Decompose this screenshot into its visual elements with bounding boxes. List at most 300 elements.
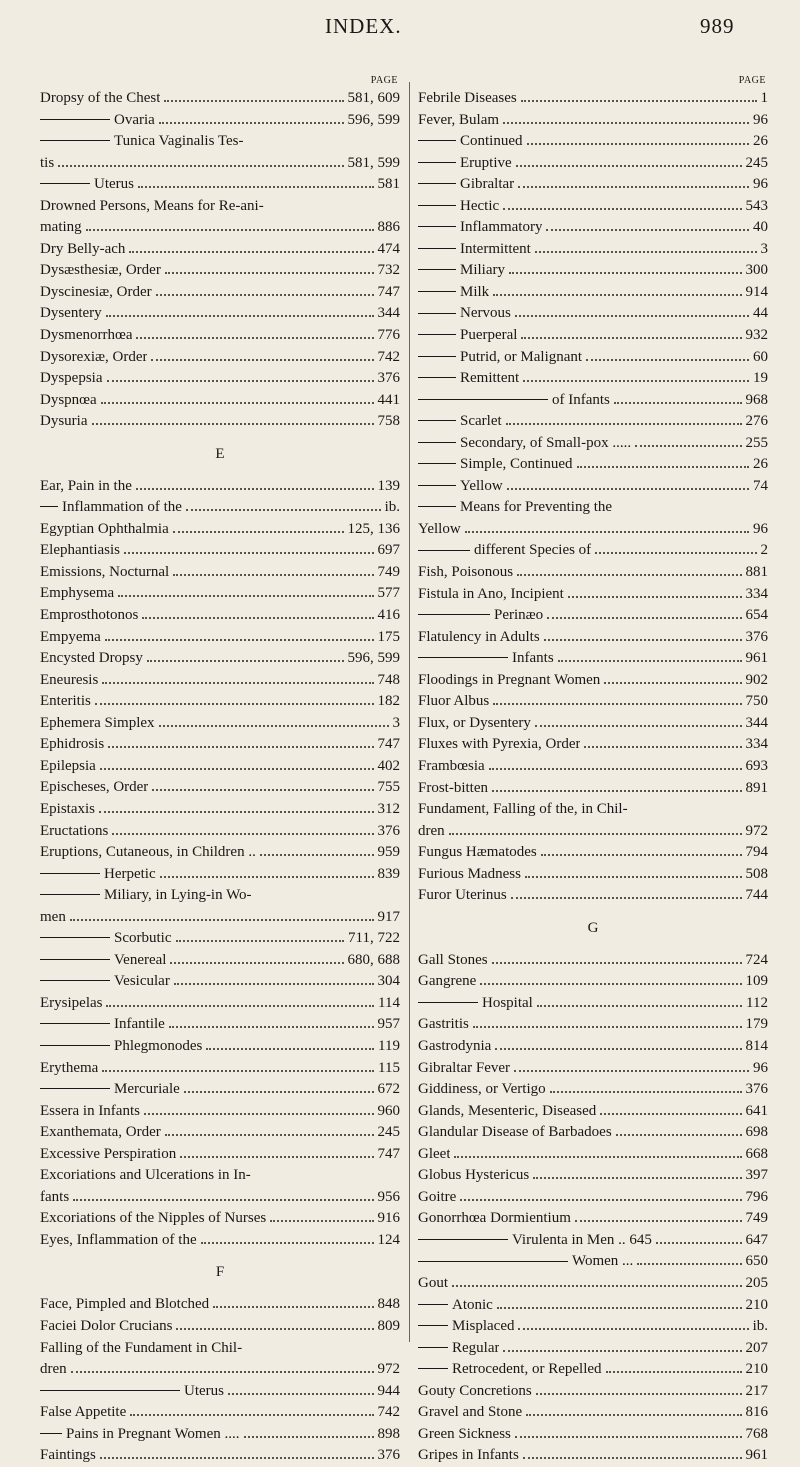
index-entry [418, 605, 768, 627]
entry-term [418, 1424, 511, 1446]
entry-page-ref: 474 [377, 240, 400, 257]
entry-term [40, 1402, 126, 1424]
entry-term [418, 519, 461, 541]
dot-leader [517, 574, 741, 576]
ditto-rule [418, 550, 470, 551]
dot-leader [509, 272, 742, 274]
entry-page-ref: 654 [745, 607, 768, 624]
dot-leader [159, 122, 344, 124]
entry-text: Venereal [114, 951, 167, 968]
entry-page-ref: 334 [745, 585, 768, 602]
index-entry [40, 368, 400, 390]
entry-page-ref: 255 [745, 434, 768, 451]
entry-page-ref: 44 [753, 305, 768, 322]
entry-term [418, 433, 631, 455]
dot-leader [637, 1263, 741, 1265]
column-heading-page: PAGE [370, 75, 398, 86]
entry-text: Dyspnœa [40, 391, 97, 408]
entry-page-ref: 668 [745, 1145, 768, 1162]
index-entry [40, 971, 400, 993]
dot-leader [523, 380, 749, 382]
entry-term [40, 734, 104, 756]
dot-leader [156, 294, 374, 296]
entry-term [418, 864, 521, 886]
ditto-rule [40, 873, 100, 874]
ditto-rule [418, 334, 456, 335]
dot-leader [656, 1242, 742, 1244]
dot-leader [160, 876, 374, 878]
entry-page-ref: 96 [753, 111, 768, 128]
entry-term [418, 821, 445, 843]
entry-page-ref: 207 [745, 1339, 768, 1356]
entry-term [40, 497, 182, 519]
dot-leader [635, 445, 741, 447]
index-entry [40, 1122, 400, 1144]
index-entry [418, 756, 768, 778]
entry-term [418, 1187, 456, 1209]
ditto-rule [418, 657, 508, 658]
entry-text: Miliary, in Lying-in Wo- [104, 887, 252, 904]
dot-leader [533, 1177, 741, 1179]
entry-text: Dyscinesiæ, Order [40, 283, 152, 300]
entry-page-ref: 304 [377, 973, 400, 990]
entry-term [418, 648, 554, 670]
entry-term [40, 239, 125, 261]
column-divider [409, 82, 410, 1342]
ditto-rule [40, 959, 110, 960]
dot-leader [136, 337, 373, 339]
dot-leader [536, 1393, 742, 1395]
index-entry [40, 1445, 400, 1467]
entry-text: Means for Preventing the [460, 499, 613, 516]
entry-term [418, 778, 488, 800]
entry-term [418, 497, 612, 519]
entry-term [418, 110, 499, 132]
entry-page-ref: 641 [745, 1102, 768, 1119]
dot-leader [186, 509, 381, 511]
index-entry [40, 131, 400, 153]
entry-text: Dyspepsia [40, 370, 103, 387]
index-entry [40, 303, 400, 325]
entry-text: Fluxes with Pyrexia, Order [418, 736, 581, 753]
entry-page-ref: 217 [745, 1382, 768, 1399]
index-entry [40, 282, 400, 304]
ditto-rule [418, 1347, 448, 1348]
entry-page-ref: 96 [753, 1059, 768, 1076]
entry-term [40, 842, 256, 864]
entry-text: men [40, 908, 66, 925]
index-entry [418, 454, 768, 476]
entry-page-ref: 755 [377, 779, 400, 796]
index-entry [418, 1295, 768, 1317]
entry-text: Yellow [460, 477, 503, 494]
index-entry [418, 713, 768, 735]
index-entry [418, 174, 768, 196]
entry-term [40, 1079, 180, 1101]
ditto-rule [418, 420, 456, 421]
entry-term [40, 950, 166, 972]
entry-page-ref: 300 [745, 262, 768, 279]
ditto-rule [418, 183, 456, 184]
dot-leader [586, 359, 749, 361]
entry-text: Intermittent [460, 240, 531, 257]
ditto-rule [40, 937, 110, 938]
entry-text: Nervous [460, 305, 511, 322]
entry-text: Scorbutic [114, 930, 172, 947]
entry-page-ref: 114 [378, 994, 400, 1011]
entry-text: Goitre [418, 1188, 457, 1205]
entry-text: Inflammation of the [62, 499, 182, 516]
entry-page-ref: 693 [745, 757, 768, 774]
dot-leader [151, 359, 373, 361]
entry-text: Erythema [40, 1059, 99, 1076]
entry-page-ref: 917 [377, 908, 400, 925]
dot-leader [58, 165, 343, 167]
entry-text: Gastrodynia [418, 1037, 492, 1054]
entry-text: Enteritis [40, 693, 91, 710]
index-entry [40, 411, 400, 433]
index-entry [418, 497, 768, 519]
dot-leader [174, 983, 374, 985]
entry-text: Floodings in Pregnant Women [418, 671, 601, 688]
dot-leader [515, 315, 749, 317]
index-entry [418, 971, 768, 993]
index-entry [418, 1101, 768, 1123]
dot-leader [537, 1005, 742, 1007]
entry-text: Flux, or Dysentery [418, 714, 531, 731]
entry-text: Exanthemata, Order [40, 1124, 161, 1141]
entry-text: Eneuresis [40, 671, 99, 688]
index-entry [418, 799, 768, 821]
entry-text: Miliary [460, 262, 505, 279]
entry-text: Gout [418, 1274, 448, 1291]
entry-term [40, 282, 152, 304]
entry-text: Infantile [114, 1016, 165, 1033]
entry-text: Simple, Continued [460, 456, 573, 473]
entry-text: Emphysema [40, 585, 115, 602]
entry-page-ref: 959 [377, 844, 400, 861]
index-column-right [418, 74, 768, 1464]
index-entry [418, 347, 768, 369]
entry-term [40, 390, 97, 412]
entry-text: Regular [452, 1339, 500, 1356]
index-entry [418, 368, 768, 390]
entry-term [40, 217, 82, 239]
index-entry [40, 799, 400, 821]
ditto-rule [418, 399, 548, 400]
ditto-rule [40, 894, 100, 895]
entry-term [40, 540, 120, 562]
dot-leader [180, 1156, 373, 1158]
dot-leader [129, 251, 373, 253]
dot-leader [544, 639, 742, 641]
index-entry [40, 497, 400, 519]
entry-term [40, 993, 102, 1015]
entry-page-ref: 182 [377, 693, 400, 710]
dot-leader [584, 746, 741, 748]
entry-term [40, 627, 101, 649]
index-entry [40, 734, 400, 756]
entry-text: tis [40, 154, 55, 171]
dot-leader [170, 962, 343, 964]
entry-term [40, 1165, 251, 1187]
ditto-rule [40, 1390, 180, 1391]
entry-page-ref: 344 [745, 714, 768, 731]
index-entry [40, 1079, 400, 1101]
dot-leader [503, 122, 749, 124]
entry-term [40, 713, 155, 735]
index-entry [40, 1424, 400, 1446]
dot-leader [95, 703, 374, 705]
index-entry [418, 778, 768, 800]
entry-text: Eructations [40, 822, 109, 839]
entry-page-ref: 376 [377, 370, 400, 387]
index-entry [40, 777, 400, 799]
entry-text: Ephidrosis [40, 736, 105, 753]
entry-text: Globus Hystericus [418, 1167, 530, 1184]
entry-text: dren [40, 1361, 67, 1378]
dot-leader [102, 1070, 374, 1072]
ditto-rule [418, 1368, 448, 1369]
entry-page-ref: 40 [753, 219, 768, 236]
entry-page-ref: 577 [377, 585, 400, 602]
entry-page-ref: 956 [377, 1188, 400, 1205]
dot-leader [138, 186, 374, 188]
entry-text: Fluor Albus [418, 693, 490, 710]
dot-leader [514, 1070, 749, 1072]
dot-leader [449, 833, 742, 835]
entry-term [40, 1187, 69, 1209]
entry-page-ref: 508 [745, 865, 768, 882]
entry-page-ref: 902 [745, 671, 768, 688]
index-entry-continuation [418, 821, 768, 843]
index-entry [40, 347, 400, 369]
entry-text: Hospital [482, 994, 533, 1011]
index-entry [40, 562, 400, 584]
entry-text: Continued [460, 133, 523, 150]
entry-page-ref: 932 [745, 327, 768, 344]
entry-term [40, 907, 66, 929]
dot-leader [506, 423, 742, 425]
ditto-rule [418, 1261, 568, 1262]
entry-term [40, 1424, 240, 1446]
entry-page-ref: 581 [377, 176, 400, 193]
entry-page-ref: 672 [377, 1081, 400, 1098]
entry-term [418, 1359, 602, 1381]
index-entry [40, 476, 400, 498]
index-entry [418, 1316, 768, 1338]
entry-term [40, 756, 96, 778]
entry-term [40, 476, 132, 498]
entry-page-ref: 26 [753, 133, 768, 150]
index-entry [40, 88, 400, 110]
entry-text: Perinæo [494, 607, 544, 624]
index-entry [40, 627, 400, 649]
dot-leader [152, 789, 373, 791]
entry-text: dren [418, 822, 445, 839]
index-entry [418, 217, 768, 239]
dot-leader [86, 229, 374, 231]
dot-leader [460, 1199, 741, 1201]
entry-page-ref: 749 [377, 563, 400, 580]
entry-page-ref: 776 [377, 327, 400, 344]
entry-page-ref: 748 [377, 671, 400, 688]
entry-text: Empyema [40, 628, 101, 645]
entry-text: Puerperal [460, 327, 518, 344]
entry-text: Giddiness, or Vertigo [418, 1081, 546, 1098]
dot-leader [473, 1026, 742, 1028]
entry-term [418, 1058, 510, 1080]
index-entry [40, 1165, 400, 1187]
index-entry [40, 648, 400, 670]
entry-page-ref: 809 [377, 1317, 400, 1334]
dot-leader [107, 380, 374, 382]
entry-page-ref: 74 [753, 477, 768, 494]
entry-page-ref: 124 [377, 1231, 400, 1248]
entry-text: Remittent [460, 370, 520, 387]
index-entry [418, 1036, 768, 1058]
index-entry-continuation [40, 153, 400, 175]
entry-text: Glands, Mesenteric, Diseased [418, 1102, 597, 1119]
entry-page-ref: 245 [377, 1124, 400, 1141]
entry-term [40, 174, 134, 196]
entry-term [418, 282, 489, 304]
entry-text: Vesicular [114, 973, 170, 990]
index-entry [40, 713, 400, 735]
index-entry [418, 1058, 768, 1080]
index-entry [40, 691, 400, 713]
entry-page-ref: 3 [760, 240, 768, 257]
index-entry-continuation [40, 907, 400, 929]
index-entry [418, 1144, 768, 1166]
dot-leader [489, 768, 742, 770]
dot-leader [518, 186, 749, 188]
entry-term [40, 1122, 161, 1144]
entry-term [418, 454, 573, 476]
index-entry [418, 540, 768, 562]
dot-leader [511, 897, 742, 899]
index-entry [418, 1402, 768, 1424]
ditto-rule [418, 1239, 508, 1240]
entry-text: Furious Madness [418, 865, 521, 882]
entry-term [40, 1036, 202, 1058]
entry-page-ref: 376 [745, 628, 768, 645]
entry-page-ref: 119 [378, 1037, 400, 1054]
index-entry [418, 562, 768, 584]
dot-leader [492, 962, 742, 964]
entry-term [418, 131, 523, 153]
entry-term [418, 1208, 571, 1230]
entry-text: Epischeses, Order [40, 779, 149, 796]
dot-leader [547, 617, 741, 619]
entry-text: Drowned Persons, Means for Re-ani- [40, 197, 264, 214]
entry-page-ref: 898 [377, 1425, 400, 1442]
index-entry [418, 1273, 768, 1295]
entry-term [418, 325, 517, 347]
dot-leader [523, 1457, 742, 1459]
index-entry [418, 1230, 768, 1252]
entry-term [418, 584, 564, 606]
entry-text: Eruptive [460, 154, 512, 171]
entry-text: of Infants [552, 391, 610, 408]
dot-leader [102, 682, 373, 684]
entry-term [418, 1101, 596, 1123]
index-entry [418, 88, 768, 110]
index-entry [418, 325, 768, 347]
entry-text: Eruptions, Cutaneous, in Children .. [40, 844, 256, 861]
entry-term [40, 1230, 197, 1252]
entry-text: Women ... [572, 1253, 634, 1270]
index-entry [418, 950, 768, 972]
entry-term [40, 519, 169, 541]
entry-page-ref: 794 [745, 844, 768, 861]
index-entry [40, 756, 400, 778]
entry-text: Ear, Pain in the [40, 477, 132, 494]
entry-text: Gouty Concretions [418, 1382, 532, 1399]
entry-text: Frambœsia [418, 757, 485, 774]
entry-term [418, 734, 580, 756]
entry-term [418, 347, 582, 369]
dot-leader [136, 488, 374, 490]
entry-text: Egyptian Ophthalmia [40, 520, 169, 537]
entry-text: Misplaced [452, 1318, 515, 1335]
entry-text: Retrocedent, or Repelled [452, 1361, 602, 1378]
ditto-rule [418, 614, 490, 615]
entry-term [418, 627, 540, 649]
page-header [0, 14, 800, 44]
index-entry [418, 842, 768, 864]
entry-text: Ephemera Simplex [40, 714, 155, 731]
entry-page-ref: 749 [745, 1210, 768, 1227]
index-entry [40, 196, 400, 218]
entry-page-ref: 179 [745, 1016, 768, 1033]
entry-text: Yellow [418, 520, 461, 537]
entry-term [418, 1316, 514, 1338]
entry-page-ref: 961 [745, 650, 768, 667]
entry-term [40, 260, 161, 282]
dot-leader [147, 660, 344, 662]
entry-text: Uterus [184, 1382, 224, 1399]
ditto-rule [418, 162, 456, 163]
index-entry [40, 605, 400, 627]
entry-term [40, 303, 102, 325]
entry-page-ref: 312 [377, 800, 400, 817]
entry-text: Dysmenorrhœa [40, 327, 133, 344]
ditto-rule [418, 140, 456, 141]
entry-page-ref: 581, 609 [347, 90, 400, 106]
ditto-rule [418, 205, 456, 206]
entry-page-ref: 972 [745, 822, 768, 839]
entry-term [418, 1144, 450, 1166]
entry-page-ref: 1 [760, 90, 768, 106]
ditto-rule [418, 356, 456, 357]
entry-text: Gibraltar Fever [418, 1059, 511, 1076]
entry-text: Flatulency in Adults [418, 628, 540, 645]
index-entry [40, 260, 400, 282]
dot-leader [70, 919, 374, 921]
entry-term [40, 670, 98, 692]
dot-leader [493, 294, 741, 296]
entry-page-ref: 112 [746, 994, 768, 1011]
entry-term [40, 928, 172, 950]
dot-leader [169, 1026, 374, 1028]
dot-leader [503, 1350, 741, 1352]
ditto-rule [418, 1325, 448, 1326]
index-entry [40, 1036, 400, 1058]
entry-page-ref: 596, 599 [347, 650, 400, 667]
entry-term [418, 1230, 652, 1252]
entry-text: Gravel and Stone [418, 1404, 523, 1421]
